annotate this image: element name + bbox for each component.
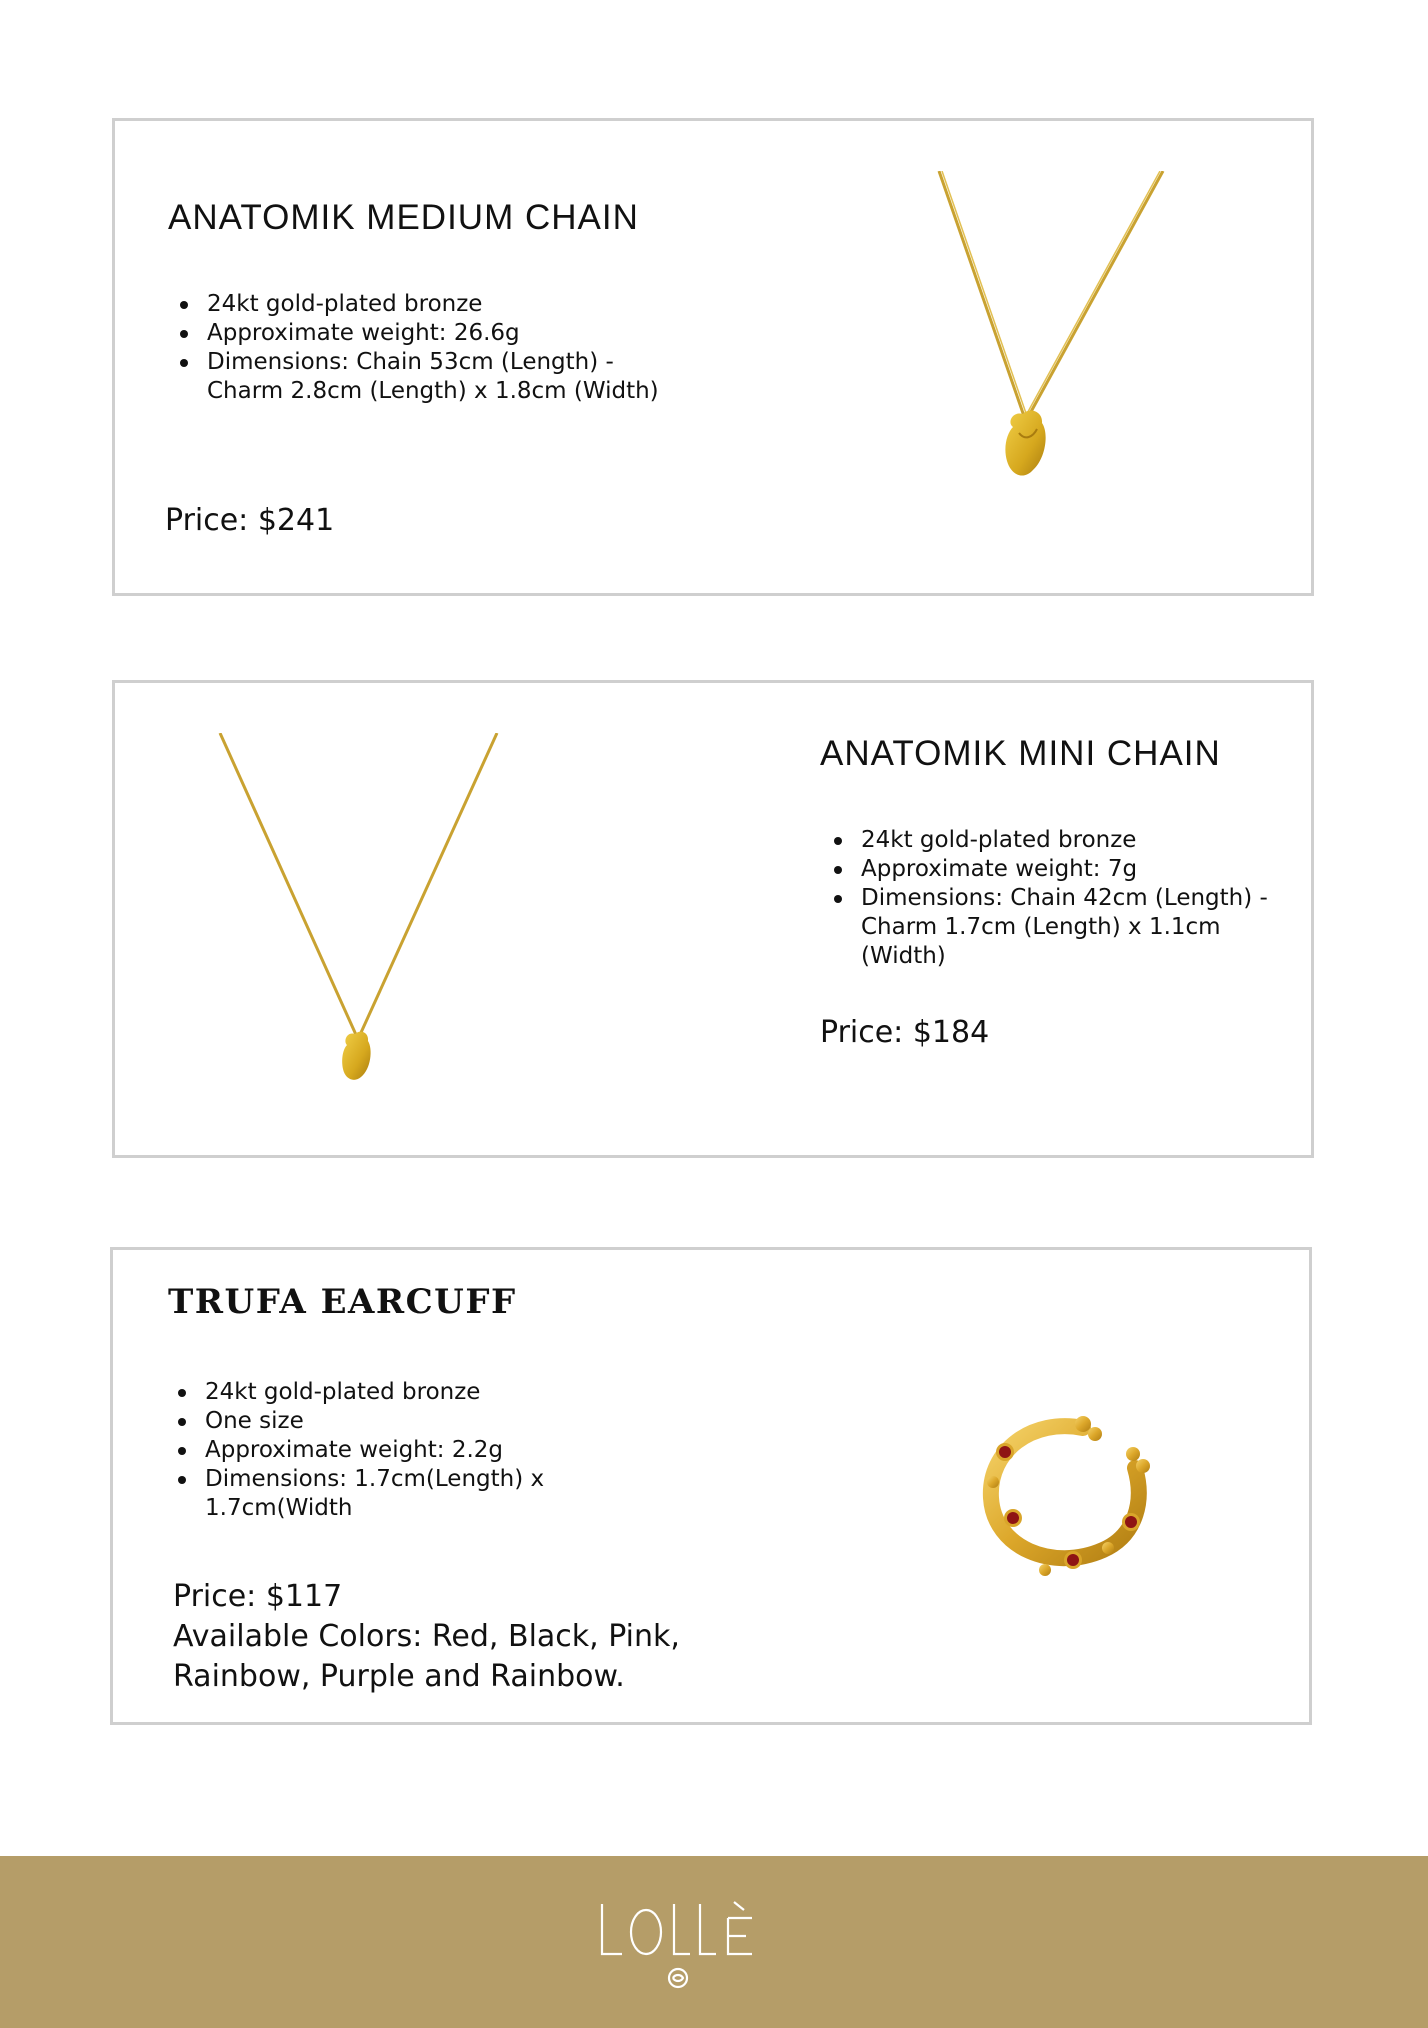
spec-item: Dimensions: Chain 53cm (Length) - Charm 2.8cm (Length) x 1.8cm (Width) xyxy=(207,348,677,406)
spec-list xyxy=(831,826,1281,971)
product-price: Price: $117 xyxy=(173,1579,343,1614)
spec-list xyxy=(177,290,677,406)
earcuff-image xyxy=(963,1410,1163,1590)
product-title: ANATOMIK MEDIUM CHAIN xyxy=(168,198,639,237)
necklace-mini-image xyxy=(205,733,505,1093)
spec-item: One size xyxy=(205,1407,605,1436)
product-price: Price: $241 xyxy=(165,503,335,538)
footer-bar xyxy=(0,1856,1428,2028)
product-card-anatomik-medium xyxy=(112,118,1314,596)
spec-item: Approximate weight: 7g xyxy=(861,855,1281,884)
spec-item: 24kt gold-plated bronze xyxy=(861,826,1281,855)
spec-item: 24kt gold-plated bronze xyxy=(207,290,677,319)
spec-item: Dimensions: 1.7cm(Length) x 1.7cm(Width xyxy=(205,1465,605,1523)
product-title: TRUFA EARCUFF xyxy=(168,1282,517,1322)
spec-item: 24kt gold-plated bronze xyxy=(205,1378,605,1407)
spec-item: Dimensions: Chain 42cm (Length) - Charm 1.7cm (Length) x 1.1cm (Width) xyxy=(861,884,1281,971)
brand-logo xyxy=(594,1890,764,1994)
product-card-trufa-earcuff xyxy=(110,1247,1312,1725)
product-card-anatomik-mini xyxy=(112,680,1314,1158)
spec-item: Approximate weight: 2.2g xyxy=(205,1436,605,1465)
product-price: Price: $184 xyxy=(820,1015,990,1050)
spec-list xyxy=(175,1378,605,1523)
necklace-medium-image xyxy=(915,171,1185,541)
spec-item: Approximate weight: 26.6g xyxy=(207,319,677,348)
product-title: ANATOMIK MINI CHAIN xyxy=(820,734,1221,773)
available-colors: Available Colors: Red, Black, Pink, Rainbow, Purple and Rainbow. xyxy=(173,1619,680,1694)
